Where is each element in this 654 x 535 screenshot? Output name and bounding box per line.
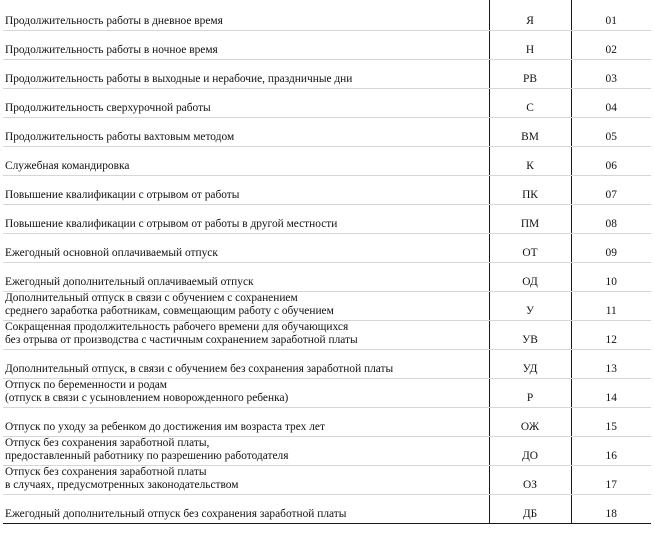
row-number-code: 14: [571, 378, 651, 407]
row-letter-code: С: [489, 88, 571, 117]
row-number-code: 03: [571, 59, 651, 88]
row-description: Продолжительность работы в выходные и нерабочие, праздничные дни: [3, 59, 489, 88]
table-row: [3, 59, 651, 88]
row-letter-code: РВ: [489, 59, 571, 88]
row-description: Отпуск по уходу за ребенком до достижения им возраста трех лет: [3, 407, 489, 436]
row-number-code: 08: [571, 204, 651, 233]
timesheet-codes-sheet: [3, 0, 651, 531]
row-number-code: 06: [571, 146, 651, 175]
row-number-code: 01: [571, 0, 651, 30]
table-row: [3, 436, 651, 465]
row-number-code: 04: [571, 88, 651, 117]
row-number-code: 10: [571, 262, 651, 291]
row-description: Дополнительный отпуск в связи с обучением с сохранением среднего заработка работникам, совмещающим работу с обучением: [3, 291, 489, 320]
row-number-code: 09: [571, 233, 651, 262]
row-description: Продолжительность работы в ночное время: [3, 30, 489, 59]
row-letter-code: ПМ: [489, 204, 571, 233]
row-letter-code: ВМ: [489, 117, 571, 146]
row-description: Дополнительный отпуск, в связи с обучением без сохранения заработной платы: [3, 349, 489, 378]
row-letter-code: К: [489, 146, 571, 175]
table-row: [3, 30, 651, 59]
row-number-code: 11: [571, 291, 651, 320]
row-number-code: 02: [571, 30, 651, 59]
table-row: [3, 204, 651, 233]
row-number-code: 15: [571, 407, 651, 436]
row-letter-code: ОТ: [489, 233, 571, 262]
row-description: Продолжительность работы в дневное время: [3, 0, 489, 30]
row-description: Продолжительность сверхурочной работы: [3, 88, 489, 117]
table-row: [3, 378, 651, 407]
row-description: Повышение квалификации с отрывом от работы: [3, 175, 489, 204]
row-description: Ежегодный дополнительный отпуск без сохранения заработной платы: [3, 494, 489, 523]
row-description: Ежегодный дополнительный оплачиваемый отпуск: [3, 262, 489, 291]
attendance-codes-table: [3, 0, 651, 524]
row-number-code: 07: [571, 175, 651, 204]
row-description: Отпуск без сохранения заработной платы, предоставленный работнику по разрешению работодателя: [3, 436, 489, 465]
row-description: Повышение квалификации с отрывом от работы в другой местности: [3, 204, 489, 233]
row-letter-code: ДБ: [489, 494, 571, 523]
table-row: [3, 88, 651, 117]
table-row: [3, 465, 651, 494]
row-number-code: 17: [571, 465, 651, 494]
table-row: [3, 146, 651, 175]
row-letter-code: УД: [489, 349, 571, 378]
row-number-code: 16: [571, 436, 651, 465]
row-description: Сокращенная продолжительность рабочего времени для обучающихся без отрыва от производства с частичным сохранением заработной платы: [3, 320, 489, 349]
row-letter-code: ОЗ: [489, 465, 571, 494]
table-row: [3, 0, 651, 30]
table-row: [3, 320, 651, 349]
row-letter-code: ОД: [489, 262, 571, 291]
row-letter-code: Я: [489, 0, 571, 30]
row-description: Ежегодный основной оплачиваемый отпуск: [3, 233, 489, 262]
row-description: Продолжительность работы вахтовым методом: [3, 117, 489, 146]
row-number-code: 05: [571, 117, 651, 146]
row-letter-code: Р: [489, 378, 571, 407]
table-row: [3, 291, 651, 320]
row-letter-code: У: [489, 291, 571, 320]
row-description: Отпуск по беременности и родам (отпуск в связи с усыновлением новорожденного ребенка): [3, 378, 489, 407]
row-letter-code: УВ: [489, 320, 571, 349]
table-row: [3, 407, 651, 436]
row-letter-code: ПК: [489, 175, 571, 204]
table-row: [3, 494, 651, 523]
table-row: [3, 349, 651, 378]
row-number-code: 13: [571, 349, 651, 378]
row-description: Отпуск без сохранения заработной платы в случаях, предусмотренных законодательством: [3, 465, 489, 494]
row-letter-code: ОЖ: [489, 407, 571, 436]
table-row: [3, 262, 651, 291]
table-row: [3, 175, 651, 204]
row-letter-code: Н: [489, 30, 571, 59]
row-number-code: 12: [571, 320, 651, 349]
table-row: [3, 233, 651, 262]
row-number-code: 18: [571, 494, 651, 523]
row-letter-code: ДО: [489, 436, 571, 465]
row-description: Служебная командировка: [3, 146, 489, 175]
table-row: [3, 117, 651, 146]
